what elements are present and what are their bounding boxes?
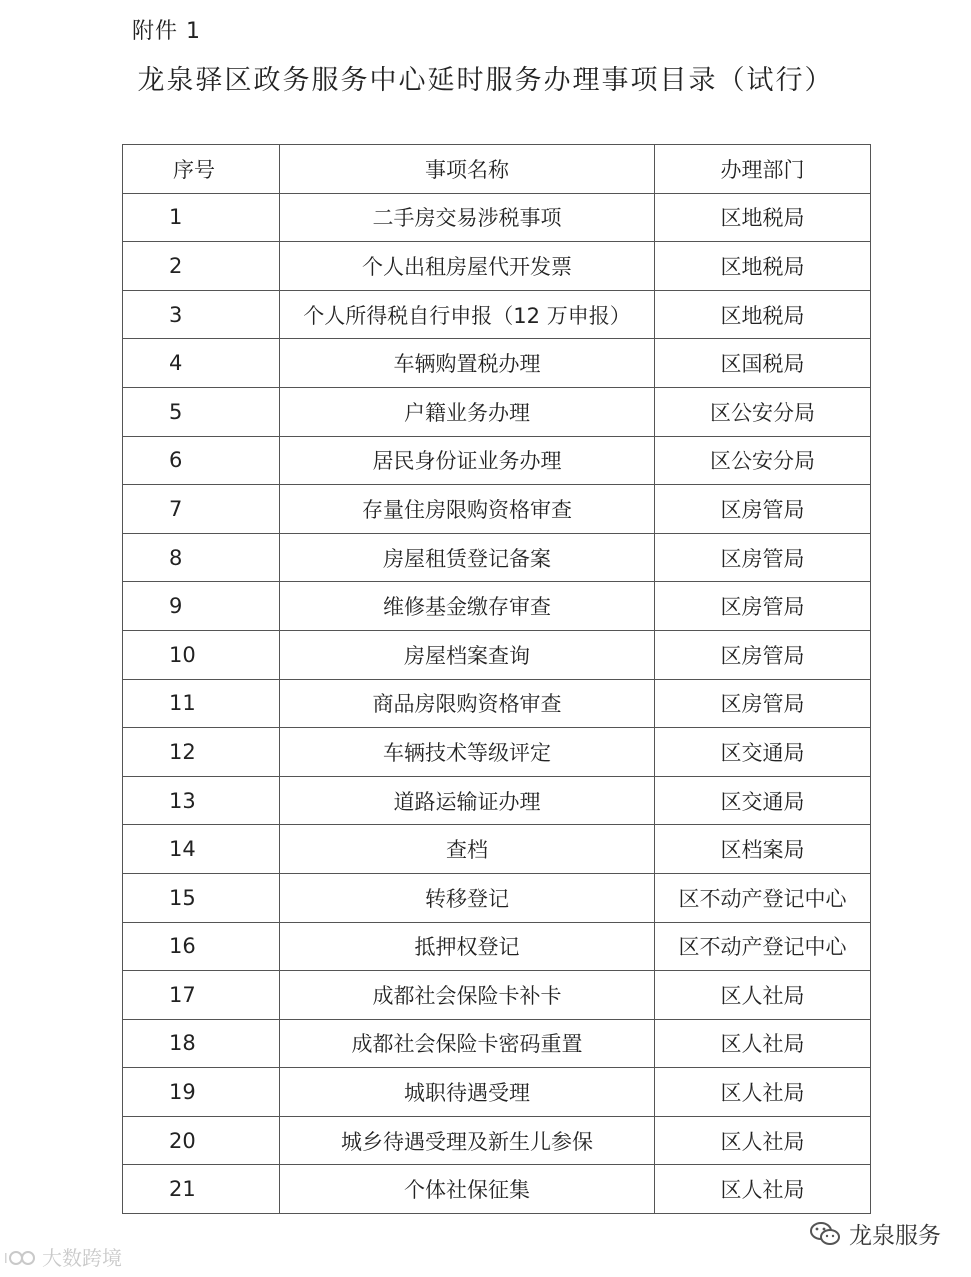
row-department: 区人社局 xyxy=(655,1068,871,1117)
row-department: 区地税局 xyxy=(655,242,871,291)
table-row xyxy=(123,436,871,485)
row-item-name: 转移登记 xyxy=(280,873,655,922)
header-index: 序号 xyxy=(123,145,280,194)
row-department: 区房管局 xyxy=(655,533,871,582)
row-item-name: 居民身份证业务办理 xyxy=(280,436,655,485)
row-department: 区房管局 xyxy=(655,679,871,728)
document-title: 龙泉驿区政务服务中心延时服务办理事项目录（试行） xyxy=(137,65,834,96)
row-index: 8 xyxy=(123,533,280,582)
row-department: 区人社局 xyxy=(655,1019,871,1068)
row-department: 区人社局 xyxy=(655,1165,871,1214)
row-index: 9 xyxy=(123,582,280,631)
attachment-label: 附件 1 xyxy=(132,19,201,44)
row-department: 区人社局 xyxy=(655,971,871,1020)
row-index: 17 xyxy=(123,971,280,1020)
row-item-name: 成都社会保险卡密码重置 xyxy=(280,1019,655,1068)
row-index: 7 xyxy=(123,485,280,534)
row-item-name: 房屋档案查询 xyxy=(280,630,655,679)
row-item-name: 存量住房限购资格审查 xyxy=(280,485,655,534)
row-index: 10 xyxy=(123,630,280,679)
row-department: 区公安分局 xyxy=(655,387,871,436)
table-row xyxy=(123,193,871,242)
row-item-name: 车辆技术等级评定 xyxy=(280,728,655,777)
row-department: 区人社局 xyxy=(655,1116,871,1165)
row-item-name: 抵押权登记 xyxy=(280,922,655,971)
row-department: 区不动产登记中心 xyxy=(655,922,871,971)
wechat-icon xyxy=(809,1220,841,1248)
logo-mark-icon xyxy=(4,1248,38,1266)
table-row xyxy=(123,1116,871,1165)
table-row xyxy=(123,630,871,679)
row-item-name: 维修基金缴存审查 xyxy=(280,582,655,631)
catalog-table xyxy=(122,144,871,1214)
row-item-name: 房屋租赁登记备案 xyxy=(280,533,655,582)
table-header-row xyxy=(123,145,871,194)
row-item-name: 城乡待遇受理及新生儿参保 xyxy=(280,1116,655,1165)
row-department: 区房管局 xyxy=(655,485,871,534)
table-row xyxy=(123,1165,871,1214)
row-index: 2 xyxy=(123,242,280,291)
row-department: 区交通局 xyxy=(655,728,871,777)
table-row xyxy=(123,679,871,728)
table-row xyxy=(123,582,871,631)
table-row xyxy=(123,825,871,874)
row-index: 12 xyxy=(123,728,280,777)
watermark-left-text: 大数跨境 xyxy=(42,1246,122,1270)
table-row xyxy=(123,728,871,777)
table-row xyxy=(123,339,871,388)
row-department: 区地税局 xyxy=(655,193,871,242)
watermark-left xyxy=(4,1242,122,1271)
row-index: 18 xyxy=(123,1019,280,1068)
row-index: 19 xyxy=(123,1068,280,1117)
watermark-right-text: 龙泉服务 xyxy=(849,1223,941,1249)
row-item-name: 车辆购置税办理 xyxy=(280,339,655,388)
row-index: 16 xyxy=(123,922,280,971)
row-index: 4 xyxy=(123,339,280,388)
row-index: 5 xyxy=(123,387,280,436)
table-row xyxy=(123,1068,871,1117)
row-department: 区房管局 xyxy=(655,582,871,631)
row-item-name: 个体社保征集 xyxy=(280,1165,655,1214)
row-item-name: 个人所得税自行申报（12 万申报） xyxy=(280,290,655,339)
row-department: 区国税局 xyxy=(655,339,871,388)
row-item-name: 查档 xyxy=(280,825,655,874)
row-item-name: 商品房限购资格审查 xyxy=(280,679,655,728)
table-row xyxy=(123,387,871,436)
row-index: 6 xyxy=(123,436,280,485)
table-row xyxy=(123,485,871,534)
table-row xyxy=(123,1019,871,1068)
row-index: 21 xyxy=(123,1165,280,1214)
table-row xyxy=(123,922,871,971)
table-row xyxy=(123,971,871,1020)
header-item-name: 事项名称 xyxy=(280,145,655,194)
row-item-name: 城职待遇受理 xyxy=(280,1068,655,1117)
watermark-right xyxy=(809,1217,941,1250)
table-row xyxy=(123,533,871,582)
row-item-name: 户籍业务办理 xyxy=(280,387,655,436)
row-department: 区交通局 xyxy=(655,776,871,825)
svg-text:l: l xyxy=(4,1251,8,1267)
row-item-name: 个人出租房屋代开发票 xyxy=(280,242,655,291)
row-department: 区公安分局 xyxy=(655,436,871,485)
row-index: 20 xyxy=(123,1116,280,1165)
row-department: 区地税局 xyxy=(655,290,871,339)
header-department: 办理部门 xyxy=(655,145,871,194)
table-row xyxy=(123,776,871,825)
row-index: 3 xyxy=(123,290,280,339)
row-index: 15 xyxy=(123,873,280,922)
row-index: 11 xyxy=(123,679,280,728)
row-index: 14 xyxy=(123,825,280,874)
row-index: 13 xyxy=(123,776,280,825)
row-item-name: 二手房交易涉税事项 xyxy=(280,193,655,242)
row-department: 区档案局 xyxy=(655,825,871,874)
table-row xyxy=(123,873,871,922)
row-department: 区房管局 xyxy=(655,630,871,679)
row-department: 区不动产登记中心 xyxy=(655,873,871,922)
row-item-name: 成都社会保险卡补卡 xyxy=(280,971,655,1020)
table-row xyxy=(123,290,871,339)
row-item-name: 道路运输证办理 xyxy=(280,776,655,825)
table-row xyxy=(123,242,871,291)
row-index: 1 xyxy=(123,193,280,242)
